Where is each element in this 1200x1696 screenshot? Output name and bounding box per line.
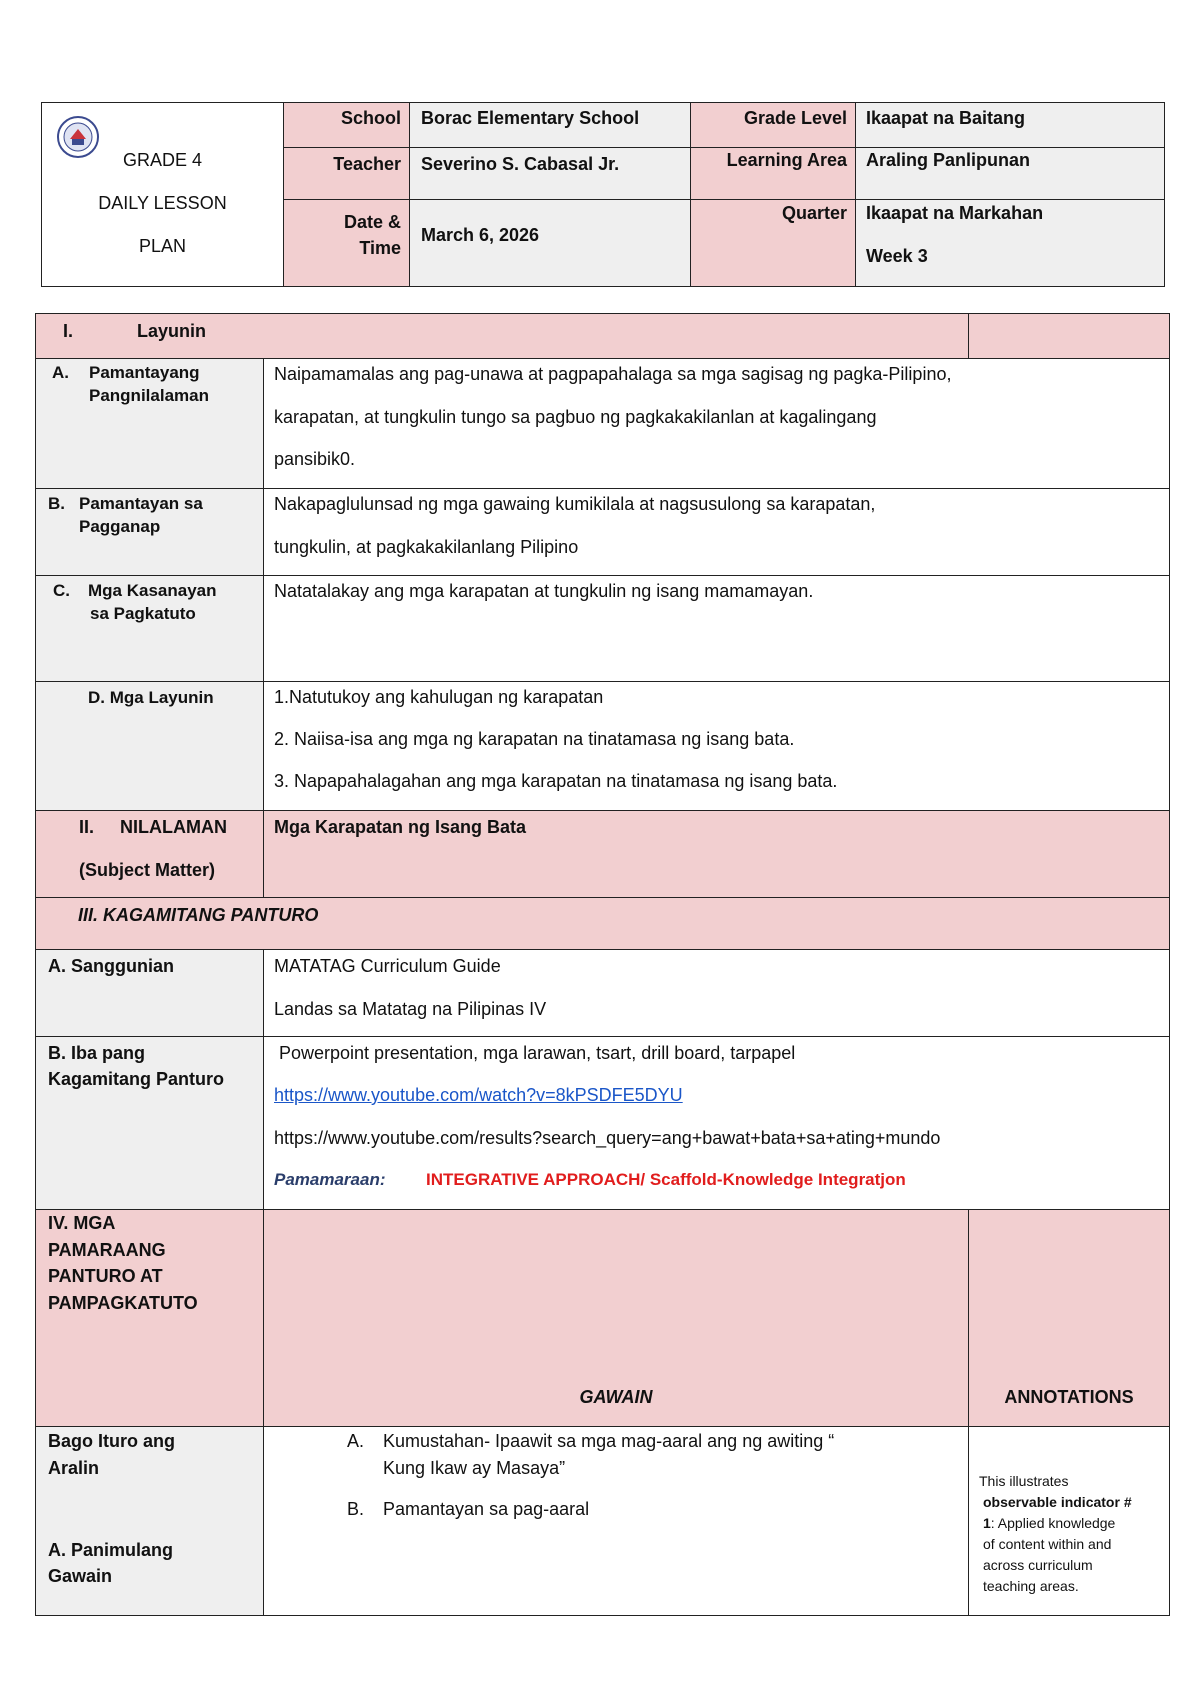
gawain-header-cell <box>263 1209 969 1427</box>
school-label-cell <box>283 102 410 148</box>
kagamitan-title: III. KAGAMITANG PANTURO <box>78 905 319 925</box>
annotation-line-1: This illustrates <box>979 1473 1069 1489</box>
kagamitan-header-cell <box>35 897 1170 950</box>
area-value-cell <box>855 147 1165 200</box>
gawain-content-cell <box>263 1426 969 1616</box>
sanggunian-item-2: Landas sa Matatag na Pilipinas IV <box>274 999 547 1019</box>
pamantayang-text-3: pansibik0. <box>274 449 356 469</box>
bago-label-1: Bago Ituro ang <box>48 1431 175 1451</box>
teacher-value-cell <box>409 147 691 200</box>
pagganap-label-2: Pagganap <box>79 517 161 536</box>
annotations-header-cell <box>968 1209 1170 1427</box>
mga-layunin-item-1: 1.Natutukoy ang kahulugan ng karapatan <box>274 687 604 707</box>
pamantayang-text-1: Naipamamalas ang pag-unawa at pagpapahalaga sa mga sagisag ng pagka-Pilipino, <box>274 364 952 384</box>
area-value: Araling Panlipunan <box>866 150 1031 170</box>
layunin-number: I. <box>63 321 74 341</box>
date-label-cell <box>283 199 410 287</box>
kasanayan-label-1: Mga Kasanayan <box>88 581 217 600</box>
pagganap-text-2: tungkulin, at pagkakakilanlang Pilipino <box>274 537 579 557</box>
bago-label-2: Aralin <box>48 1458 100 1478</box>
pamaraang-line-3: PANTURO AT <box>48 1266 163 1286</box>
annotation-line-4: of content within and <box>983 1536 1112 1552</box>
area-label: Learning Area <box>726 150 847 170</box>
sanggunian-label-cell <box>35 949 264 1037</box>
pamantayang-label-cell <box>35 358 264 489</box>
iba-label-1: B. Iba pang <box>48 1043 146 1063</box>
gawain-header: GAWAIN <box>579 1387 653 1407</box>
grade-value: Ikaapat na Baitang <box>866 108 1026 128</box>
annotation-line-2: observable indicator # <box>983 1494 1132 1510</box>
pagganap-content-cell <box>263 488 1170 576</box>
teacher-label-cell <box>283 147 410 200</box>
pamaraang-line-1: IV. MGA <box>48 1213 116 1233</box>
pamamaraan-value: INTEGRATIVE APPROACH/ Scaffold-Knowledge Integratjon <box>426 1170 906 1189</box>
header-title-line-3: PLAN <box>138 236 187 256</box>
grade-label-cell <box>690 102 856 148</box>
sanggunian-label: A. Sanggunian <box>48 956 174 976</box>
header-title-cell <box>41 102 284 287</box>
youtube-video-link[interactable]: https://www.youtube.com/watch?v=8kPSDFE5DYU <box>274 1085 683 1105</box>
activity-a-line-1: Kumustahan- Ipaawit sa mga mag-aaral ang ng awiting “ <box>383 1431 835 1451</box>
kasanayan-label-2: sa Pagkatuto <box>90 604 196 623</box>
week-value: Week 3 <box>866 246 928 266</box>
annotation-content-cell <box>968 1426 1170 1616</box>
header-title-line-2: DAILY LESSON <box>98 193 227 213</box>
teacher-value: Severino S. Cabasal Jr. <box>421 154 620 174</box>
school-value: Borac Elementary School <box>421 108 640 128</box>
school-label: School <box>340 108 401 128</box>
quarter-value: Ikaapat na Markahan <box>866 203 1044 223</box>
date-label-line-2: Time <box>359 238 401 258</box>
activity-a-letter: A. <box>347 1431 365 1451</box>
pamantayang-letter: A. <box>52 363 69 382</box>
kasanayan-text: Natatalakay ang mga karapatan at tungkulin ng isang mamamayan. <box>274 581 814 601</box>
mga-layunin-label-cell <box>35 681 264 811</box>
nilalaman-number: II. <box>79 817 95 837</box>
date-value: March 6, 2026 <box>421 225 540 245</box>
annotation-indicator-number: 1 <box>983 1515 991 1531</box>
iba-materials: Powerpoint presentation, mga larawan, tsart, drill board, tarpapel <box>274 1043 796 1063</box>
layunin-annotation-cell <box>968 313 1170 359</box>
kasanayan-label-cell <box>35 575 264 682</box>
kasanayan-letter: C. <box>53 581 70 600</box>
panimula-label-1: A. Panimulang <box>48 1540 174 1560</box>
mga-layunin-label: D. Mga Layunin <box>88 688 214 707</box>
annotation-line-3 <box>983 1513 1115 1533</box>
activity-b-letter: B. <box>347 1499 365 1519</box>
pamamaraan-label: Pamamaraan: <box>274 1170 386 1189</box>
mga-layunin-item-3: 3. Napapahalagahan ang mga karapatan na tinatamasa ng isang bata. <box>274 771 838 791</box>
pamantayang-content-cell <box>263 358 1170 489</box>
nilalaman-title: NILALAMAN <box>120 817 227 837</box>
mga-layunin-content-cell <box>263 681 1170 811</box>
iba-label-2: Kagamitang Panturo <box>48 1069 225 1089</box>
pamantayang-label-2: Pangnilalaman <box>89 386 209 405</box>
pamantayang-text-2: karapatan, at tungkulin tungo sa pagbuo ng pagkakakilanlan at kagalingang <box>274 407 877 427</box>
mga-layunin-item-2: 2. Naiisa-isa ang mga ng karapatan na tinatamasa ng isang bata. <box>274 729 795 749</box>
quarter-value-cell <box>855 199 1165 287</box>
pamaraang-line-2: PAMARAANG <box>48 1240 166 1260</box>
iba-label-cell <box>35 1036 264 1210</box>
date-value-cell <box>409 199 691 287</box>
pamantayang-label-1: Pamantayang <box>89 363 200 382</box>
annotation-line-5: across curriculum <box>983 1557 1093 1573</box>
sanggunian-item-1: MATATAG Curriculum Guide <box>274 956 501 976</box>
kasanayan-content-cell <box>263 575 1170 682</box>
teacher-label: Teacher <box>333 154 401 174</box>
date-label-line-1: Date & <box>343 212 401 232</box>
bago-label-cell <box>35 1426 264 1616</box>
header-title-line-1: GRADE 4 <box>122 150 203 170</box>
pagganap-text-1: Nakapaglulunsad ng mga gawaing kumikilala at nagsusulong sa karapatan, <box>274 494 876 514</box>
quarter-label: Quarter <box>781 203 847 223</box>
grade-value-cell <box>855 102 1165 148</box>
sanggunian-content-cell <box>263 949 1170 1037</box>
nilalaman-label-cell <box>35 810 264 898</box>
pamaraang-line-4: PAMPAGKATUTO <box>48 1293 198 1313</box>
activity-b-text: Pamantayan sa pag-aaral <box>383 1499 590 1519</box>
area-label-cell <box>690 147 856 200</box>
activity-a-line-2: Kung Ikaw ay Masaya” <box>383 1458 566 1478</box>
pagganap-label-cell <box>35 488 264 576</box>
annotation-line-3-text: : Applied knowledge <box>990 1515 1116 1531</box>
annotation-line-6: teaching areas. <box>983 1578 1079 1594</box>
nilalaman-subtitle: (Subject Matter) <box>79 860 216 880</box>
iba-content-cell <box>263 1036 1170 1210</box>
annotations-header: ANNOTATIONS <box>1004 1387 1134 1407</box>
school-value-cell <box>409 102 691 148</box>
pagganap-label-1: Pamantayan sa <box>79 494 203 513</box>
panimula-label-2: Gawain <box>48 1566 113 1586</box>
youtube-search-url: https://www.youtube.com/results?search_query=ang+bawat+bata+sa+ating+mundo <box>274 1128 941 1148</box>
layunin-title: Layunin <box>137 321 207 341</box>
nilalaman-content-cell <box>263 810 1170 898</box>
pamaraang-label-cell <box>35 1209 264 1427</box>
pagganap-letter: B. <box>48 494 65 513</box>
layunin-header-cell <box>35 313 969 359</box>
quarter-label-cell <box>690 199 856 287</box>
grade-label: Grade Level <box>743 108 847 128</box>
nilalaman-value: Mga Karapatan ng Isang Bata <box>274 817 527 837</box>
